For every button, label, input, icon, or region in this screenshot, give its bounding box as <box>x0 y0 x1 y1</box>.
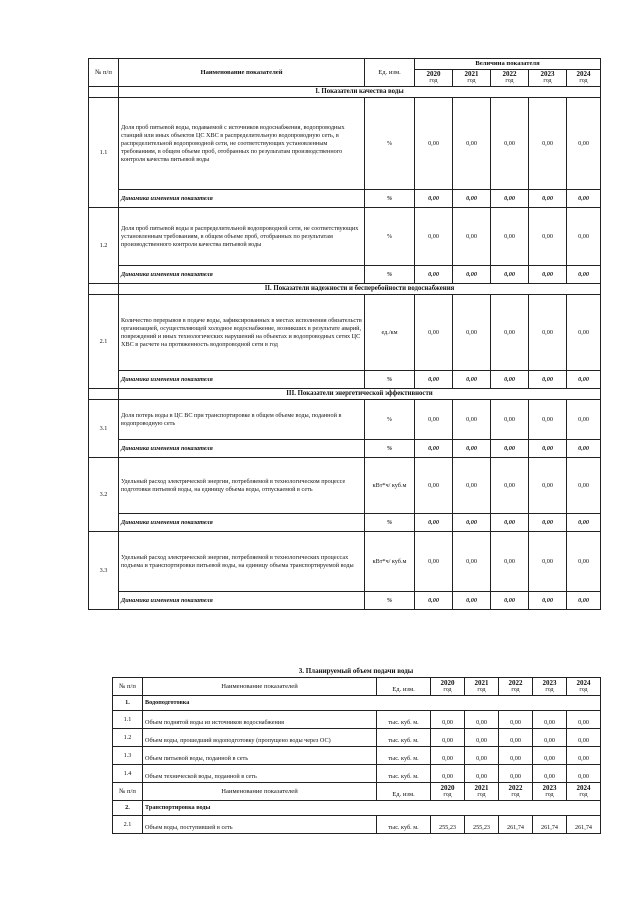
header-year: 2021 год <box>465 678 499 696</box>
value: 0,00 <box>567 592 601 610</box>
value: 0,00 <box>415 190 453 208</box>
value: 0,00 <box>529 371 567 389</box>
value: 0,00 <box>567 765 601 783</box>
supply-volume-title: 3. Планируемый объем подачи воды <box>298 667 414 675</box>
unit: кВт*ч/ куб.м <box>365 532 415 592</box>
header-year: 2023 год <box>529 70 567 87</box>
indicator-name: Объем технической воды, поданной в сеть <box>143 765 377 783</box>
value: 0,00 <box>465 711 499 729</box>
table-row <box>113 747 601 765</box>
section-title: I. Показатели качества воды <box>119 87 601 98</box>
value: 0,00 <box>453 208 491 266</box>
value: 0,00 <box>453 98 491 190</box>
unit: тыс. куб. м. <box>377 711 431 729</box>
dynamics-row <box>89 266 601 284</box>
value: 0,00 <box>491 532 529 592</box>
value: 0,00 <box>431 765 465 783</box>
table-row <box>113 816 601 834</box>
unit: кВт*ч/ куб.м <box>365 458 415 514</box>
value: 0,00 <box>499 729 533 747</box>
dynamics-label: Динамика изменения показателя <box>119 514 365 532</box>
table-row <box>113 711 601 729</box>
header-year: 2020 год <box>431 678 465 696</box>
value: 0,00 <box>529 266 567 284</box>
unit: тыс. куб. м. <box>377 765 431 783</box>
header-year: 2023 год <box>533 783 567 801</box>
header-year: 2021 год <box>453 70 491 87</box>
row-num: 1.3 <box>113 747 143 765</box>
row-num: 1.2 <box>89 208 119 284</box>
row-num: 1.1 <box>113 711 143 729</box>
table-row <box>113 765 601 783</box>
year-word: год <box>477 686 486 693</box>
value: 0,00 <box>465 747 499 765</box>
dynamics-label: Динамика изменения показателя <box>119 440 365 458</box>
table-row <box>89 295 601 371</box>
value: 0,00 <box>415 266 453 284</box>
unit: тыс. куб. м. <box>377 729 431 747</box>
year-word: год <box>467 78 476 84</box>
dynamics-label: Динамика изменения показателя <box>119 592 365 610</box>
value: 0,00 <box>533 729 567 747</box>
unit: ед./км <box>365 295 415 371</box>
table-row <box>89 98 601 190</box>
section-title: II. Показатели надежности и бесперебойности водоснабжения <box>119 284 601 295</box>
value: 0,00 <box>533 711 567 729</box>
value: 0,00 <box>529 592 567 610</box>
value: 0,00 <box>453 440 491 458</box>
value: 0,00 <box>529 532 567 592</box>
value: 0,00 <box>491 295 529 371</box>
header-unit: Ед. изм. <box>377 783 431 801</box>
dynamics-label: Динамика изменения показателя <box>119 190 365 208</box>
value: 0,00 <box>567 190 601 208</box>
year-word: год <box>477 791 486 798</box>
table-row <box>89 400 601 440</box>
dynamics-label: Динамика изменения показателя <box>119 266 365 284</box>
value: 0,00 <box>529 295 567 371</box>
dynamics-row <box>89 190 601 208</box>
value: 0,00 <box>491 440 529 458</box>
value: 0,00 <box>415 371 453 389</box>
value: 261,74 <box>567 816 601 834</box>
row-num: 1.1 <box>89 98 119 208</box>
value: 0,00 <box>415 440 453 458</box>
indicator-name: Доля проб питьевой воды, подаваемой с источников водоснабжения, водопроводных станций или иных объектов ЦС ХВС в распределительную водопроводную сеть, в распределительной водопроводной сети, не соответствующих установленным требованиям, в общем объеме проб, отобранных по результатам производственного контроля качества питьевой воды <box>119 98 365 190</box>
value: 0,00 <box>499 747 533 765</box>
value: 0,00 <box>415 532 453 592</box>
table-row <box>113 729 601 747</box>
value: 0,00 <box>415 458 453 514</box>
year-word: год <box>443 686 452 693</box>
header-num: № п/п <box>113 783 143 801</box>
value: 0,00 <box>491 190 529 208</box>
value: 0,00 <box>453 266 491 284</box>
group-name: Водоподготовка <box>143 696 601 711</box>
year-word: год <box>579 78 588 84</box>
year-word: год <box>579 791 588 798</box>
value: 0,00 <box>567 371 601 389</box>
value: 0,00 <box>415 295 453 371</box>
value: 0,00 <box>567 98 601 190</box>
value: 0,00 <box>491 266 529 284</box>
value: 0,00 <box>529 400 567 440</box>
header-year: 2024 год <box>567 783 601 801</box>
dynamics-row <box>89 514 601 532</box>
row-num: 1.2 <box>113 729 143 747</box>
value: 0,00 <box>567 711 601 729</box>
row-num: 2.1 <box>89 295 119 389</box>
indicator-name: Доля проб питьевой воды в распределительной водопроводной сети, не соответствующих установленным требованиям, в общем объеме проб, отобранных по результатам производственного контроля качества питьевой воды <box>119 208 365 266</box>
indicator-name: Удельный расход электрической энергии, потребляемой в технологическом процессе подготовки питьевой воды, на единицу объема воды, отпускаемой в сеть <box>119 458 365 514</box>
value: 0,00 <box>533 765 567 783</box>
value: 0,00 <box>491 514 529 532</box>
supply-volume-table <box>112 677 601 834</box>
header-year: 2020 год <box>431 783 465 801</box>
value: 0,00 <box>431 747 465 765</box>
year-word: год <box>505 78 514 84</box>
quality-indicators-table <box>88 58 601 610</box>
group-name: Транспортировка воды <box>143 801 601 816</box>
table-row <box>89 532 601 592</box>
value: 0,00 <box>453 400 491 440</box>
value: 0,00 <box>567 532 601 592</box>
header-year: 2024 год <box>567 70 601 87</box>
header-year: 2023 год <box>533 678 567 696</box>
value: 0,00 <box>491 592 529 610</box>
section-num-blank <box>89 87 119 98</box>
group-num: 1. <box>113 696 143 711</box>
unit: % <box>365 266 415 284</box>
section-num-blank <box>89 284 119 295</box>
value: 0,00 <box>415 208 453 266</box>
value: 0,00 <box>499 711 533 729</box>
year-word: год <box>543 78 552 84</box>
unit: % <box>365 371 415 389</box>
year-word: год <box>579 686 588 693</box>
table-row <box>89 208 601 266</box>
value: 255,23 <box>465 816 499 834</box>
value: 0,00 <box>415 400 453 440</box>
value: 0,00 <box>415 592 453 610</box>
value: 0,00 <box>529 208 567 266</box>
value: 0,00 <box>567 458 601 514</box>
unit: % <box>365 98 415 190</box>
year-word: год <box>545 686 554 693</box>
indicator-name: Объем воды, прошедший водоподготовку (пропущено воды через ОС) <box>143 729 377 747</box>
value: 0,00 <box>567 729 601 747</box>
value: 0,00 <box>453 592 491 610</box>
value: 0,00 <box>567 514 601 532</box>
year-word: год <box>443 791 452 798</box>
row-num: 3.3 <box>89 532 119 610</box>
header-year: 2021 год <box>465 783 499 801</box>
header-name: Наименование показателей <box>143 678 377 696</box>
value: 0,00 <box>567 208 601 266</box>
value: 0,00 <box>567 295 601 371</box>
row-num: 2.1 <box>113 816 143 834</box>
header-name: Наименование показателей <box>119 59 365 87</box>
value: 0,00 <box>529 458 567 514</box>
year-word: год <box>511 686 520 693</box>
header-year: 2022 год <box>499 678 533 696</box>
dynamics-label: Динамика изменения показателя <box>119 371 365 389</box>
section-num-blank <box>89 389 119 400</box>
header-unit: Ед. изм. <box>377 678 431 696</box>
unit: % <box>365 190 415 208</box>
value: 0,00 <box>567 400 601 440</box>
header-num: № п/п <box>113 678 143 696</box>
table-row <box>89 458 601 514</box>
indicator-name: Удельный расход электрической энергии, потребляемой в технологических процессах подъема и транспортировки питьевой воды, на единицу объема транспортируемой воды <box>119 532 365 592</box>
value: 0,00 <box>567 440 601 458</box>
value: 0,00 <box>453 532 491 592</box>
value: 0,00 <box>453 295 491 371</box>
dynamics-row <box>89 371 601 389</box>
header-year: 2020 год <box>415 70 453 87</box>
value: 0,00 <box>491 458 529 514</box>
indicator-name: Объем поднятой воды из источников водоснабжения <box>143 711 377 729</box>
header-year: 2022 год <box>499 783 533 801</box>
unit: % <box>365 592 415 610</box>
value: 0,00 <box>533 747 567 765</box>
value: 0,00 <box>465 729 499 747</box>
header-num: № п/п <box>89 59 119 87</box>
value: 261,74 <box>533 816 567 834</box>
header-value-group: Величина показателя <box>415 59 601 70</box>
value: 0,00 <box>529 98 567 190</box>
dynamics-row <box>89 592 601 610</box>
value: 0,00 <box>453 371 491 389</box>
value: 0,00 <box>415 98 453 190</box>
value: 255,23 <box>431 816 465 834</box>
group-num: 2. <box>113 801 143 816</box>
value: 0,00 <box>491 400 529 440</box>
value: 261,74 <box>499 816 533 834</box>
value: 0,00 <box>499 765 533 783</box>
value: 0,00 <box>453 514 491 532</box>
indicator-name: Количество перерывов в подаче воды, зафиксированных в местах исполнения обязательств организацией, осуществляющей холодное водоснабжение, возникших в результате аварий, повреждений и иных технологических нарушений на объектах и водопроводных сетях ЦС ХВС в расчете на протяженность водопроводной сети в год <box>119 295 365 371</box>
value: 0,00 <box>491 371 529 389</box>
indicator-name: Объем воды, поступившей в сеть <box>143 816 377 834</box>
header-unit: Ед. изм. <box>365 59 415 87</box>
unit: % <box>365 514 415 532</box>
unit: % <box>365 208 415 266</box>
value: 0,00 <box>529 190 567 208</box>
value: 0,00 <box>567 747 601 765</box>
value: 0,00 <box>491 98 529 190</box>
unit: тыс. куб. м. <box>377 816 431 834</box>
value: 0,00 <box>465 765 499 783</box>
value: 0,00 <box>491 208 529 266</box>
indicator-name: Доля потерь воды в ЦС ВС при транспортировке в общем объеме воды, поданной в водопроводную сеть <box>119 400 365 440</box>
value: 0,00 <box>453 458 491 514</box>
section-title: III. Показатели энергетической эффективности <box>119 389 601 400</box>
header-year: 2022 год <box>491 70 529 87</box>
value: 0,00 <box>567 266 601 284</box>
value: 0,00 <box>529 514 567 532</box>
row-num: 1.4 <box>113 765 143 783</box>
value: 0,00 <box>453 190 491 208</box>
header-name: Наименование показателей <box>143 783 377 801</box>
year-word: год <box>545 791 554 798</box>
unit: тыс. куб. м. <box>377 747 431 765</box>
value: 0,00 <box>529 440 567 458</box>
dynamics-row <box>89 440 601 458</box>
value: 0,00 <box>431 711 465 729</box>
year-word: год <box>511 791 520 798</box>
indicator-name: Объем питьевой воды, поданной в сеть <box>143 747 377 765</box>
value: 0,00 <box>415 514 453 532</box>
unit: % <box>365 440 415 458</box>
value: 0,00 <box>431 729 465 747</box>
unit: % <box>365 400 415 440</box>
row-num: 3.2 <box>89 458 119 532</box>
header-year: 2024 год <box>567 678 601 696</box>
year-word: год <box>429 78 438 84</box>
row-num: 3.1 <box>89 400 119 458</box>
